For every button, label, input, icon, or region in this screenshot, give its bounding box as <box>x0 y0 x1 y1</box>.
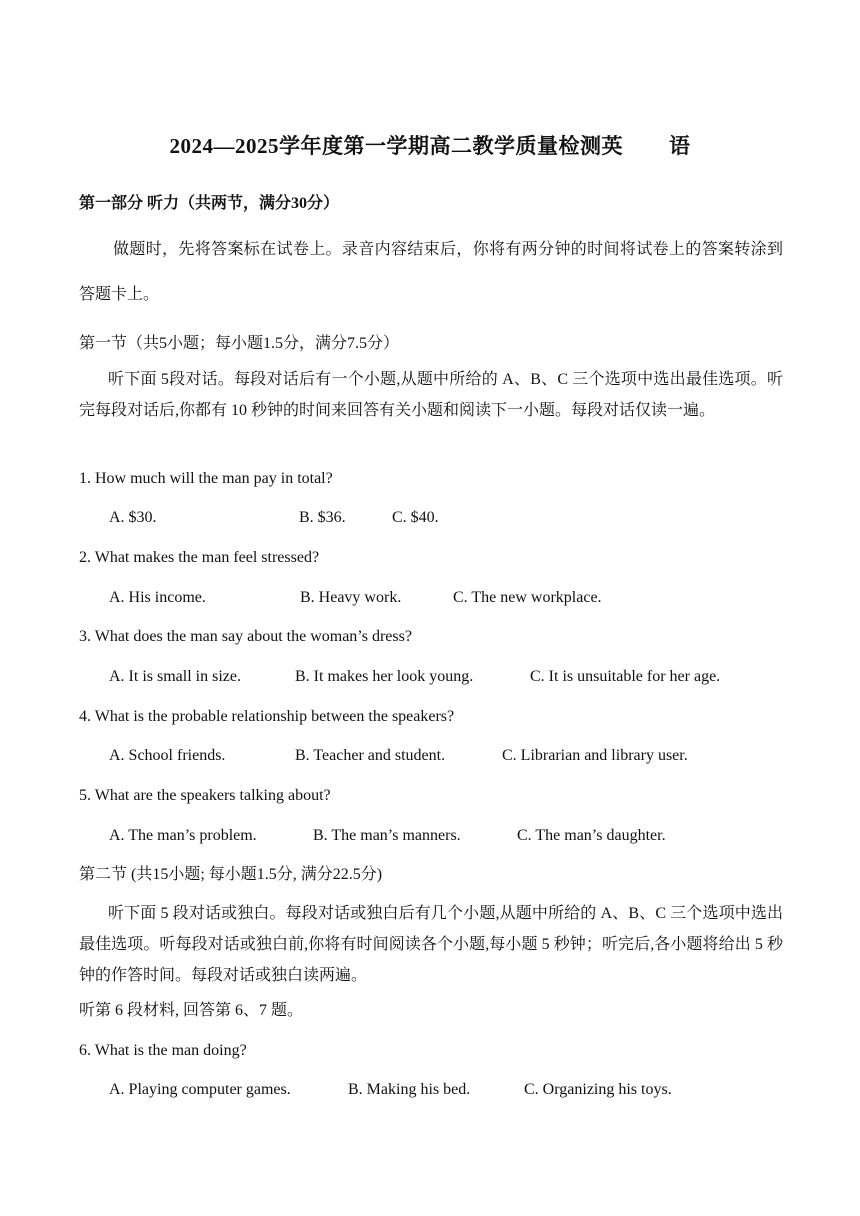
question-5-option-c: C. The man’s daughter. <box>517 827 666 844</box>
question-5-option-a: A. The man’s problem. <box>109 827 257 844</box>
question-2-option-c: C. The new workplace. <box>453 589 602 606</box>
exam-title-last: 语 <box>669 134 691 158</box>
question-5-stem: 5. What are the speakers talking about? <box>79 787 331 804</box>
question-6-option-c: C. Organizing his toys. <box>524 1081 672 1098</box>
material-note: 听第 6 段材料, 回答第 6、7 题。 <box>79 1002 304 1019</box>
question-3-option-b: B. It makes her look young. <box>295 668 474 685</box>
question-3-option-a: A. It is small in size. <box>109 668 241 685</box>
question-1-option-b: B. $36. <box>299 509 346 526</box>
question-2-option-a: A. His income. <box>109 589 206 606</box>
question-5-option-b: B. The man’s manners. <box>313 827 461 844</box>
question-6-stem: 6. What is the man doing? <box>79 1042 247 1059</box>
question-6-option-b: B. Making his bed. <box>348 1081 471 1098</box>
question-1-option-c: C. $40. <box>392 509 439 526</box>
question-1-option-a: A. $30. <box>109 509 157 526</box>
question-3-stem: 3. What does the man say about the woman’s dress? <box>79 628 412 645</box>
question-3-option-c: C. It is unsuitable for her age. <box>530 668 721 685</box>
part1-instruction: 做题时，先将答案标在试卷上。录音内容结束后，你将有两分钟的时间将试卷上的答案转涂到答题卡上。 <box>79 241 783 303</box>
question-4-stem: 4. What is the probable relationship between the speakers? <box>79 708 455 725</box>
question-4-option-a: A. School friends. <box>109 747 226 764</box>
question-6-option-a: A. Playing computer games. <box>109 1081 291 1098</box>
exam-title <box>0 130 860 160</box>
question-2-stem: 2. What makes the man feel stressed? <box>79 549 320 566</box>
section2-heading: 第二节 (共15小题; 每小题1.5分, 满分22.5分) <box>79 866 383 883</box>
section1-heading: 第一节（共5小题；每小题1.5分，满分7.5分） <box>79 335 400 352</box>
question-2-option-b: B. Heavy work. <box>300 589 402 606</box>
question-4-option-b: B. Teacher and student. <box>295 747 446 764</box>
question-4-option-c: C. Librarian and library user. <box>502 747 688 764</box>
section2-instruction: 听下面 5 段对话或独白。每段对话或独白后有几个小题,从题中所给的 A、B、C 三个选项中选出最佳选项。听每段对话或独白前,你将有时间阅读各个小题,每小题 5 秒钟；听完后,各小题将给出 5 秒钟的作答时间。每段对话或独白读两遍。 <box>79 905 783 984</box>
part1-heading: 第一部分 听力（共两节，满分30分） <box>79 195 340 212</box>
section1-instruction: 听下面 5段对话。每段对话后有一个小题,从题中所给的 A、B、C 三个选项中选出最佳选项。听完每段对话后,你都有 10 秒钟的时间来回答有关小题和阅读下一小题。每段对话仅读一遍。 <box>79 371 783 419</box>
exam-title-main: 2024—2025学年度第一学期高二教学质量检测英 <box>169 134 623 158</box>
question-1-stem: 1. How much will the man pay in total? <box>79 470 333 487</box>
